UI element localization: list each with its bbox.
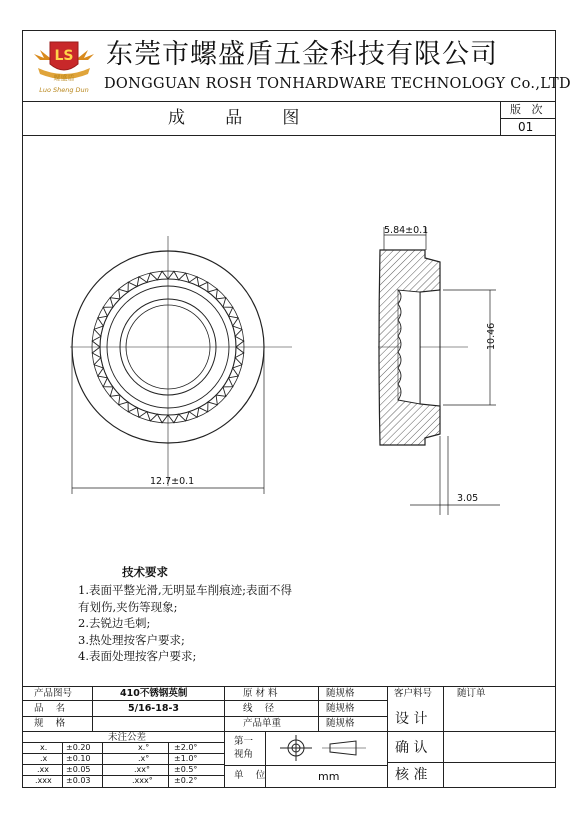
tolerance-cell: .xx° [134, 765, 151, 774]
tolerance-cell: x.° [138, 743, 150, 752]
angle-label-2: 视角 [234, 749, 254, 760]
product-name-label: 品 名 [34, 703, 66, 714]
company-name-en: DONGGUAN ROSH TONHARDWARE TECHNOLOGY Co.,LTD [104, 76, 571, 92]
angle-label-1: 第一 [234, 736, 254, 747]
confirm-label: 确 认 [395, 740, 428, 756]
svg-text:3.05: 3.05 [457, 493, 479, 504]
wire-label: 线 径 [243, 703, 275, 714]
svg-text:Luo Sheng Dun: Luo Sheng Dun [39, 86, 89, 94]
design-label: 设 计 [395, 711, 428, 727]
customer-no-label: 客户料号 [394, 688, 433, 699]
svg-text:10.46: 10.46 [486, 322, 497, 350]
tolerance-cell: x. [40, 743, 48, 752]
note-line: 3.热处理按客户要求; [78, 632, 185, 647]
unit-label: 单 位 [234, 770, 266, 781]
product-no-label: 产品图号 [34, 688, 73, 699]
customer-no-value: 随订单 [457, 688, 486, 699]
product-name-value: 5/16-18-3 [128, 703, 180, 714]
note-line: 4.表面处理按客户要求; [78, 649, 197, 663]
tolerance-cell: .x [40, 754, 48, 763]
tolerance-cell: .x° [138, 754, 150, 763]
document-title: 成 品 图 [168, 108, 306, 128]
company-name-cn: 东莞市螺盛盾五金科技有限公司 [106, 39, 498, 70]
note-line: 有划伤,夹伤等现象; [78, 599, 178, 614]
tolerance-cell: ±0.10 [66, 754, 91, 763]
first-angle-projection-icon [270, 733, 385, 763]
tolerance-cell: .xxx [35, 776, 52, 785]
version-label: 版 次 [510, 103, 543, 116]
tolerance-cell: .xx [37, 765, 50, 774]
unit-weight-label: 产品单重 [243, 718, 282, 729]
wire-value: 随规格 [326, 703, 355, 714]
tolerance-cell: ±0.2° [174, 776, 198, 785]
unit-weight-value: 随规格 [326, 718, 355, 729]
spec-label: 规 格 [34, 718, 66, 729]
notes-list [78, 582, 368, 665]
unit-value: mm [318, 770, 340, 783]
material-value: 随规格 [326, 688, 355, 699]
tolerance-cell: ±0.03 [66, 776, 91, 785]
front-view [70, 236, 292, 486]
tolerance-title: 未注公差 [108, 732, 147, 743]
approve-label: 核 准 [395, 767, 428, 783]
svg-text:5.84±0.1: 5.84±0.1 [384, 225, 429, 236]
svg-text:LS: LS [54, 48, 74, 64]
version-value: 01 [518, 120, 534, 134]
note-line: 2.去锐边毛刺; [78, 616, 151, 630]
product-no-value: 410不锈钢英制 [120, 688, 188, 699]
tolerance-cell: ±0.20 [66, 743, 91, 752]
note-line: 1.表面平整光滑,无明显车削痕迹;表面不得 [78, 583, 293, 597]
svg-text:螺盛盾: 螺盛盾 [53, 74, 75, 82]
side-view [378, 250, 468, 445]
material-label: 原 材 料 [243, 688, 278, 699]
tolerance-cell: ±2.0° [174, 743, 198, 752]
svg-text:12.7±0.1: 12.7±0.1 [150, 476, 195, 487]
tolerance-cell: ±0.5° [174, 765, 198, 774]
tolerance-cell: .xxx° [132, 776, 153, 785]
tolerance-cell: ±0.05 [66, 765, 91, 774]
notes-title: 技术要求 [122, 565, 168, 579]
tolerance-cell: ±1.0° [174, 754, 198, 763]
